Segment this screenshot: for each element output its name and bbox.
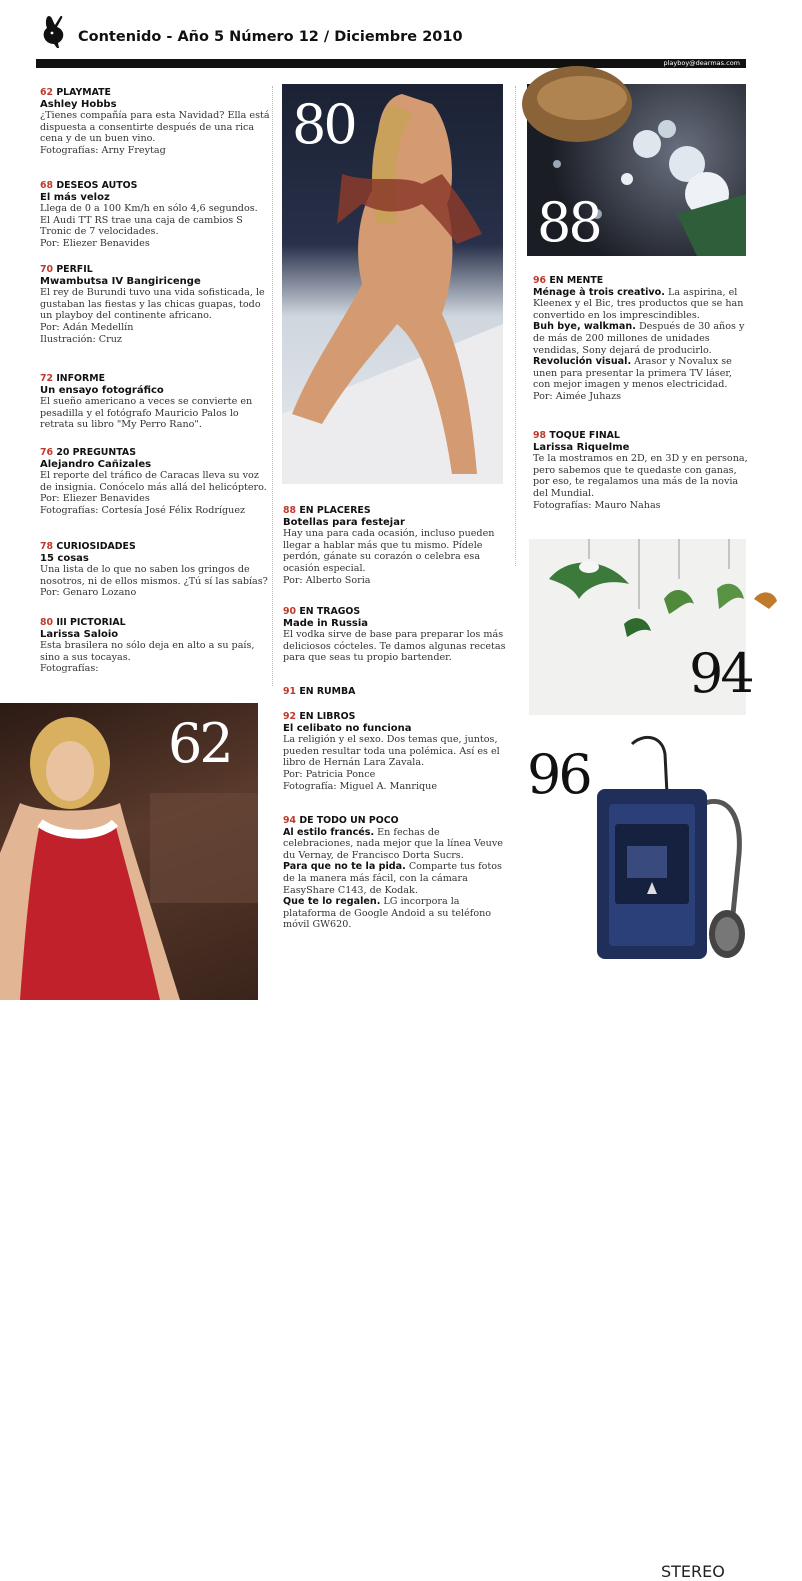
page-number: 98 (533, 430, 547, 441)
article-paragraph (533, 356, 749, 391)
page-number-62: 62 (168, 712, 231, 775)
article-summary: El reporte del tráfico de Caracas lleva su voz de insignia. Conócelo más allá del helicóptero. (40, 470, 267, 493)
section-heading (533, 275, 749, 287)
article-paragraph (283, 827, 509, 862)
page-number: 72 (40, 373, 54, 384)
paragraph-lead: Buh bye, walkman. (533, 321, 636, 333)
page-number: 80 (40, 617, 54, 628)
toc-entry[interactable] (283, 505, 509, 586)
page-number: 90 (283, 606, 297, 617)
page-number: 68 (40, 180, 54, 191)
toc-entry[interactable] (40, 447, 270, 517)
section-name: CURIOSIDADES (56, 541, 136, 552)
toc-entry[interactable] (40, 541, 270, 599)
credit-line: Por: Patricia Ponce (283, 768, 376, 780)
article-summary: Esta brasilera no sólo deja en alto a su país, sino a sus tocayas. (40, 640, 255, 663)
photo-walkman-96[interactable] (527, 734, 746, 1581)
credit-line: Fotografías: Mauro Nahas (533, 499, 661, 511)
page-number: 91 (283, 686, 297, 697)
credit-line: Por: Adán Medellín (40, 321, 134, 333)
page-number-88: 88 (537, 191, 600, 254)
page-number: 94 (283, 815, 297, 826)
article-summary: La religión y el sexo. Dos temas que, juntos, pueden resultar toda una polémica. Así es el libro de Hernán Lara Zavala. (283, 734, 500, 769)
section-heading (283, 505, 509, 517)
page-number: 70 (40, 264, 54, 275)
section-heading (283, 606, 509, 618)
walkman-brand-label: STEREO (661, 1562, 725, 1581)
credit-line: Fotografía: Miguel A. Manrique (283, 780, 438, 792)
article-summary: Hay una para cada ocasión, incluso pueden llegar a hablar más que tu mismo. Pídele perdón, gánate su corazón o celebra esa ocasión especial. (283, 528, 495, 574)
article-paragraph (283, 861, 509, 896)
paragraph-text: En fechas de celebraciones, nada mejor que la línea Veuve du Vernay, de Francisco Dorta Sucrs. (283, 826, 503, 861)
photo-plants-94[interactable] (529, 539, 752, 715)
article-title: Botellas para festejar (283, 516, 405, 528)
credit-line: Por: Aimée Juhazs (533, 390, 622, 402)
article-summary: ¿Tienes compañía para esta Navidad? Ella está dispuesta a consentirte después de una rica cena y de un buen vino. (40, 110, 270, 145)
page-number-96: 96 (527, 743, 590, 806)
toc-entry[interactable] (40, 617, 270, 675)
toc-entry[interactable] (533, 275, 749, 403)
credit-line: Fotografías: Cortesía José Félix Rodríguez (40, 504, 246, 516)
paragraph-lead: Que te lo regalen. (283, 896, 381, 908)
toc-entry[interactable] (40, 180, 270, 250)
toc-entry[interactable] (283, 711, 509, 792)
article-summary: El vodka sirve de base para preparar los más deliciosos cócteles. Te damos algunas recetas para que seas tu propio bartender. (283, 629, 506, 664)
section-name: EN MENTE (549, 275, 604, 286)
article-summary: Te la mostramos en 2D, en 3D y en persona, pero sabemos que te quedaste con ganas, por eso, te regalamos una más de la novia del Mundial. (533, 453, 748, 499)
paragraph-text: La aspirina, el Kleenex y el Bic, tres productos que se han convertido en los imprescindibles. (533, 286, 744, 321)
article-title: Larissa Riquelme (533, 441, 630, 453)
section-name: TOQUE FINAL (549, 430, 620, 441)
page-number-94: 94 (689, 642, 752, 705)
article-paragraph (533, 287, 749, 322)
section-heading (40, 373, 270, 385)
section-name: EN RUMBA (299, 686, 356, 697)
article-summary: El sueño americano a veces se convierte en pesadilla y el fotógrafo Mauricio Palos lo retrata su libro "My Perro Rano". (40, 396, 253, 431)
section-name: EN LIBROS (299, 711, 356, 722)
credit-line: Por: Eliezer Benavides (40, 237, 150, 249)
section-name: PERFIL (56, 264, 93, 275)
section-name: EN PLACERES (299, 505, 371, 516)
page-number: 62 (40, 87, 54, 98)
section-heading (40, 264, 270, 276)
section-heading (40, 87, 270, 99)
toc-entry[interactable] (40, 373, 270, 431)
article-summary: Una lista de lo que no saben los gringos de nosotros, ni de ellos mismos. ¿Tú sí las sabías? (40, 564, 268, 587)
article-title: Alejandro Cañizales (40, 458, 152, 470)
credit-line: Por: Alberto Soria (283, 574, 371, 586)
header-rule (36, 59, 746, 68)
paragraph-lead: Para que no te la pida. (283, 861, 406, 873)
toc-entry[interactable] (533, 430, 749, 511)
toc-entry[interactable] (40, 264, 270, 345)
article-title: Ashley Hobbs (40, 98, 117, 110)
page-number: 78 (40, 541, 54, 552)
section-heading (40, 447, 270, 459)
section-heading (283, 815, 509, 827)
page-number-80: 80 (292, 93, 355, 156)
paragraph-text: Arasor y Novalux se unen para presentar la primera TV láser, con mejor imagen y menos electricidad. (533, 356, 732, 391)
paragraph-lead: Ménage à trois creativo. (533, 286, 665, 298)
photo-champagne-88[interactable] (527, 84, 746, 256)
photo-pictorial-80[interactable] (282, 84, 503, 484)
paragraph-text: LG incorpora la plataforma de Google Andoid a su teléfono móvil GW620. (283, 896, 492, 931)
page-number: 76 (40, 447, 54, 458)
issue-title: Contenido - Año 5 Número 12 / Diciembre 2010 (78, 29, 463, 45)
section-heading (283, 686, 509, 698)
credit-line: Fotografías: Arny Freytag (40, 144, 166, 156)
article-title: Un ensayo fotográfico (40, 384, 164, 396)
toc-entry[interactable] (283, 686, 509, 698)
playboy-bunny-logo-icon (40, 14, 70, 50)
toc-entry[interactable] (40, 87, 270, 157)
page-number: 92 (283, 711, 297, 722)
article-summary: El rey de Burundi tuvo una vida sofisticada, le gustaban las fiestas y las chicas guapas, todo un playboy del continente africano. (40, 287, 265, 322)
section-name: DESEOS AUTOS (56, 180, 138, 191)
section-name: 20 PREGUNTAS (56, 447, 136, 458)
credit-line: Ilustración: Cruz (40, 333, 122, 345)
toc-entry[interactable] (283, 606, 509, 664)
paragraph-lead: Revolución visual. (533, 356, 632, 368)
column-divider (272, 86, 274, 686)
section-name: EN TRAGOS (299, 606, 361, 617)
section-heading (40, 180, 270, 192)
article-paragraph (533, 321, 749, 356)
credit-line: Fotografías: (40, 663, 99, 675)
credit-line: Por: Eliezer Benavides (40, 493, 150, 505)
toc-entry[interactable] (283, 815, 509, 931)
section-heading (283, 711, 509, 723)
page-number: 88 (283, 505, 297, 516)
section-heading (40, 617, 270, 629)
article-title: 15 cosas (40, 552, 89, 564)
section-name: INFORME (56, 373, 105, 384)
section-name: DE TODO UN POCO (299, 815, 399, 826)
article-title: El celibato no funciona (283, 722, 412, 734)
paragraph-lead: Al estilo francés. (283, 826, 375, 838)
article-title: El más veloz (40, 191, 110, 203)
contact-email[interactable]: playboy@dearmas.com (663, 59, 740, 67)
section-name: PLAYMATE (56, 87, 111, 98)
photo-playmate-62[interactable] (0, 703, 258, 1000)
page-header (36, 14, 746, 54)
section-name: III PICTORIAL (56, 617, 126, 628)
article-summary: Llega de 0 a 100 Km/h en sólo 4,6 segundos. El Audi TT RS trae una caja de cambios S Tronic de 7 velocidades. (40, 203, 258, 238)
article-title: Larissa Saloio (40, 628, 119, 640)
paragraph-text: Después de 30 años y de más de 200 millones de unidades vendidas, Sony dejará de producirlo. (533, 321, 745, 356)
section-heading (533, 430, 749, 442)
article-title: Made in Russia (283, 617, 369, 629)
page-number: 96 (533, 275, 547, 286)
section-heading (40, 541, 270, 553)
column-divider (515, 86, 517, 566)
article-title: Mwambutsa IV Bangiricenge (40, 275, 201, 287)
article-paragraph (283, 896, 509, 931)
credit-line: Por: Genaro Lozano (40, 587, 137, 599)
paragraph-text: Comparte tus fotos de la manera más fácil, con la cámara EasyShare C143, de Kodak. (283, 861, 502, 896)
